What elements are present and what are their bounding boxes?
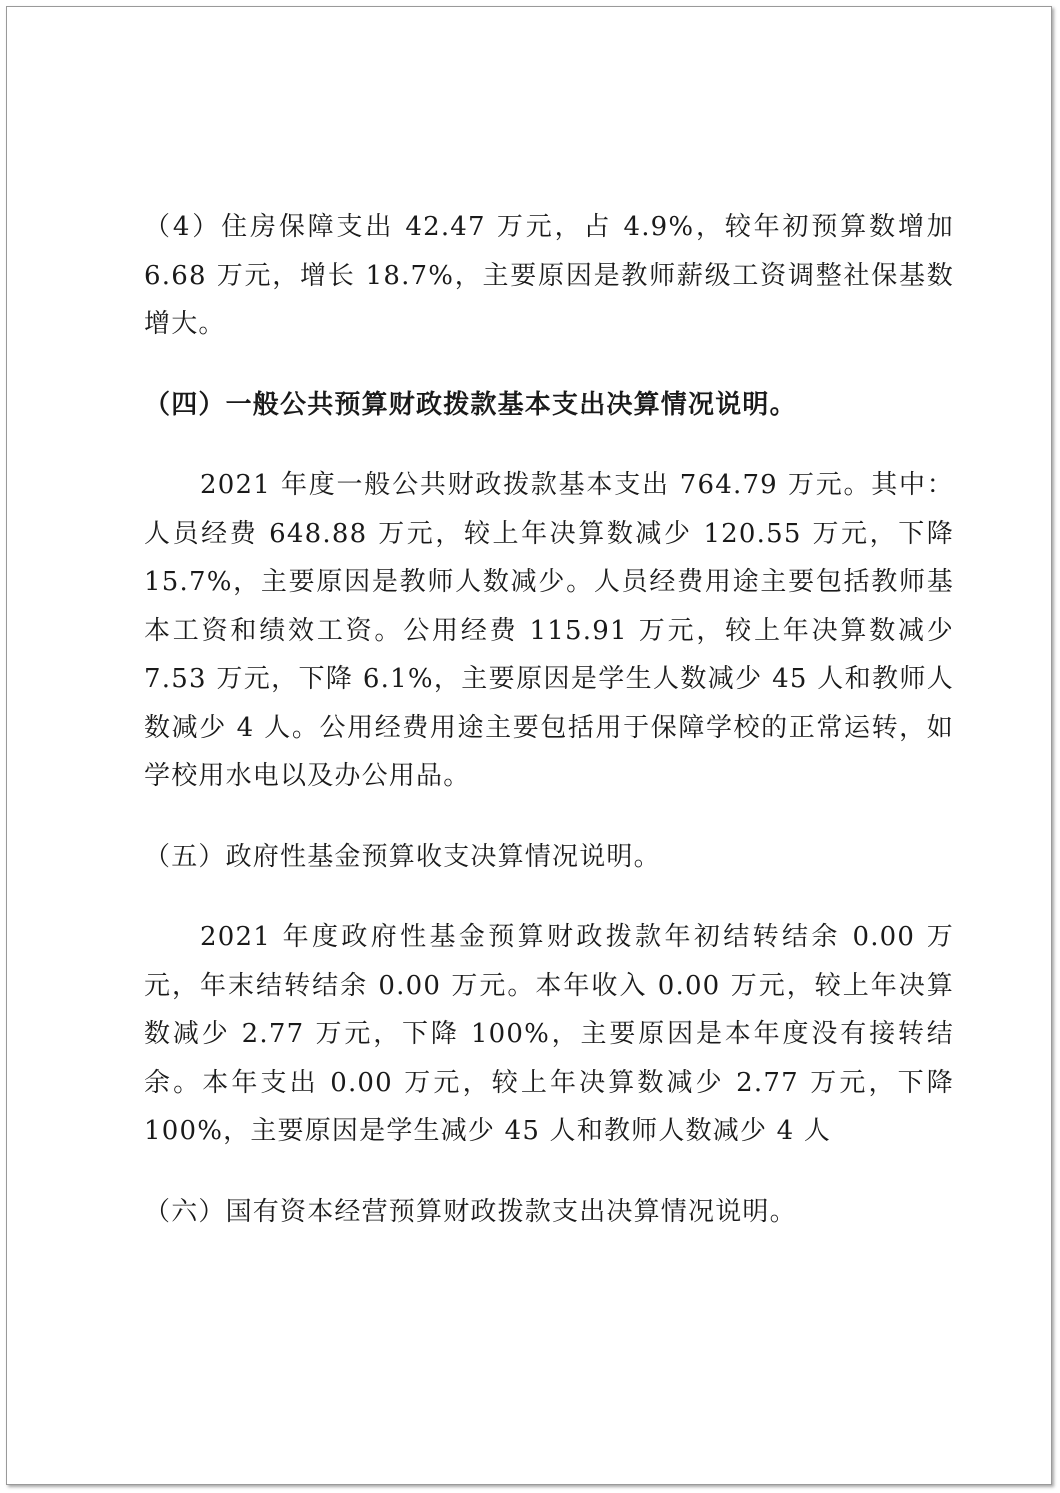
- section-heading-6: （六）国有资本经营预算财政拨款支出决算情况说明。: [144, 1196, 797, 1227]
- paragraph-basic-expenditure: 2021 年度一般公共财政拨款基本支出 764.79 万元。其中：人员经费 648.88 万元，较上年决算数减少 120.55 万元，下降 15.7%，主要原因是教师人数减少。人员经费用途主要包括教师基本工资和绩效工资。公用经费 115.91 万元，较上年决算数减少 7.53 万元，下降 6.1%，主要原因是学生人数减少 45 人和教师人数减少 4 人。公用经费用途主要包括用于保障学校的正常运转，如学校用水电以及办公用品。: [144, 470, 954, 791]
- document-body: [144, 203, 954, 1236]
- document-page: [6, 6, 1052, 1485]
- section-heading-5: （五）政府性基金预算收支决算情况说明。: [144, 841, 661, 872]
- paragraph-government-fund: 2021 年度政府性基金预算财政拨款年初结转结余 0.00 万元，年末结转结余 0.00 万元。本年收入 0.00 万元，较上年决算数减少 2.77 万元，下降 100%，主要原因是本年度没有接转结余。本年支出 0.00 万元，较上年决算数减少 2.77 万元，下降 100%，主要原因是学生减少 45 人和教师人数减少 4 人: [144, 922, 954, 1146]
- paragraph-housing-expenditure: （4）住房保障支出 42.47 万元，占 4.9%，较年初预算数增加 6.68 万元，增长 18.7%，主要原因是教师薪级工资调整社保基数增大。: [144, 212, 954, 339]
- section-heading-4: （四）一般公共预算财政拨款基本支出决算情况说明。: [144, 389, 797, 420]
